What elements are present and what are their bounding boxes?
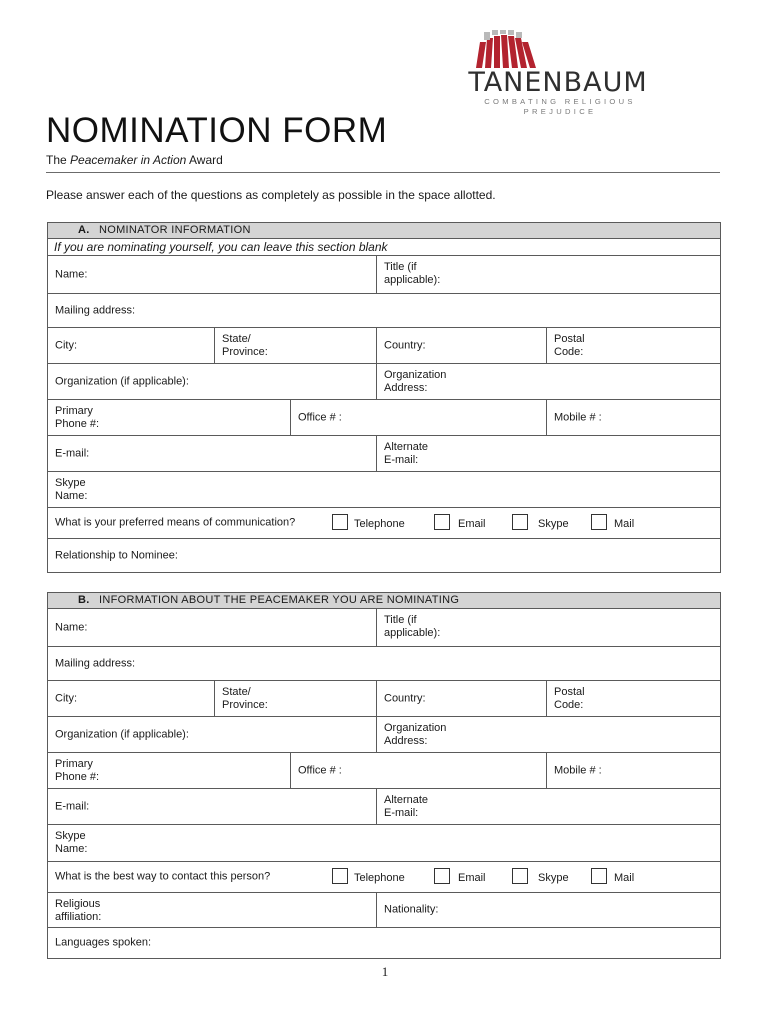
state-label: State/ Province: (222, 686, 268, 711)
nominee-city-field[interactable] (48, 681, 214, 716)
nominator-name-row (48, 256, 720, 294)
languages-label: Languages spoken: (55, 936, 152, 949)
telephone-label: Telephone (354, 872, 405, 884)
nominator-org-field[interactable] (48, 364, 376, 399)
nominee-state-field[interactable] (214, 681, 376, 716)
nominator-postal-field[interactable] (546, 328, 720, 363)
nominee-skype-row (48, 825, 720, 862)
country-label: Country: (384, 692, 426, 704)
nominator-city-row (48, 328, 720, 364)
nominator-title-field[interactable] (376, 256, 720, 293)
nominee-email-row (48, 789, 720, 825)
nominee-name-field[interactable] (48, 609, 376, 646)
nominee-skype-field[interactable] (48, 825, 720, 861)
mailing-label: Mailing address: (55, 657, 136, 669)
nominator-country-field[interactable] (376, 328, 546, 363)
nominee-org-address-field[interactable] (376, 717, 720, 752)
nominator-city-field[interactable] (48, 328, 214, 363)
office-label: Office # : (298, 411, 342, 423)
nominator-skype-row (48, 472, 720, 508)
phone-label: Primary Phone #: (55, 405, 100, 430)
skype-checkbox[interactable] (512, 514, 528, 530)
nominator-phone-field[interactable] (48, 400, 290, 435)
skype-label: Skype Name: (55, 830, 88, 855)
email-label: E-mail: (55, 800, 90, 812)
nominee-mobile-field[interactable] (546, 753, 720, 788)
nominator-org-row (48, 364, 720, 400)
mailing-label: Mailing address: (55, 304, 136, 316)
tanenbaum-logo (458, 30, 658, 116)
subtitle-suffix: Award (188, 153, 223, 167)
name-label: Name: (55, 621, 88, 633)
nominee-title-field[interactable] (376, 609, 720, 646)
religion-label: Religious affiliation: (55, 898, 102, 923)
page-number: 1 (381, 964, 389, 979)
name-label: Name: (55, 268, 88, 280)
nominee-mailing-row (48, 647, 720, 681)
email-checkbox[interactable] (434, 868, 450, 884)
mobile-label: Mobile # : (554, 764, 602, 776)
title-divider (46, 172, 720, 173)
state-label: State/ Province: (222, 333, 268, 358)
page-subtitle (46, 153, 223, 167)
nominee-phone-field[interactable] (48, 753, 290, 788)
nationality-label: Nationality: (384, 903, 439, 916)
section-b-header (48, 593, 720, 609)
alt-email-label: Alternate E-mail: (384, 794, 429, 819)
section-a-letter: A. (78, 224, 90, 236)
mobile-label: Mobile # : (554, 411, 602, 423)
nominee-languages-row (48, 928, 720, 958)
mail-option-label: Mail (614, 872, 635, 884)
country-label: Country: (384, 339, 426, 351)
nominator-name-field[interactable] (48, 256, 376, 293)
nominator-mailing-field[interactable] (48, 294, 720, 327)
mail-checkbox[interactable] (591, 868, 607, 884)
city-label: City: (55, 692, 77, 704)
communication-question: What is the best way to contact this person? (55, 870, 271, 883)
nominator-email-field[interactable] (48, 436, 376, 471)
nominator-phone-row (48, 400, 720, 436)
nominee-mailing-field[interactable] (48, 647, 720, 680)
nominee-communication-row (48, 862, 720, 893)
nominator-mobile-field[interactable] (546, 400, 720, 435)
mail-checkbox[interactable] (591, 514, 607, 530)
section-a-note: If you are nominating yourself, you can leave this section blank (48, 239, 720, 256)
phone-label: Primary Phone #: (55, 758, 100, 783)
page-title: NOMINATION FORM (46, 111, 388, 150)
alt-email-label: Alternate E-mail: (384, 441, 429, 466)
relationship-label: Relationship to Nominee: (55, 549, 178, 561)
section-peacemaker (47, 592, 721, 959)
relationship-field[interactable] (48, 539, 720, 572)
nationality-field[interactable] (376, 893, 720, 927)
nominator-office-field[interactable] (290, 400, 546, 435)
mail-option-label: Mail (614, 518, 635, 530)
religion-field[interactable] (48, 893, 376, 927)
email-label: E-mail: (55, 447, 90, 459)
org-address-label: Organization Address: (384, 369, 447, 394)
subtitle-award: Peacemaker in Action (70, 153, 187, 167)
nominator-skype-field[interactable] (48, 472, 720, 507)
org-label: Organization (if applicable): (55, 375, 189, 387)
nominee-phone-row (48, 753, 720, 789)
org-label: Organization (if applicable): (55, 728, 189, 740)
nominee-org-row (48, 717, 720, 753)
section-a-heading: NOMINATOR INFORMATION (98, 224, 251, 236)
nominator-email-row (48, 436, 720, 472)
postal-label: Postal Code: (554, 686, 585, 711)
skype-checkbox[interactable] (512, 868, 528, 884)
office-label: Office # : (298, 764, 342, 776)
email-option-label: Email (458, 518, 486, 530)
nominee-name-row (48, 609, 720, 647)
nominator-mailing-row (48, 294, 720, 328)
nominee-city-row (48, 681, 720, 717)
nominee-alt-email-field[interactable] (376, 789, 720, 824)
logo-wordmark: TANENBAUM (468, 67, 648, 98)
nominee-religion-row (48, 893, 720, 928)
telephone-checkbox[interactable] (332, 868, 348, 884)
section-b-letter: B. (78, 594, 90, 606)
nominee-email-field[interactable] (48, 789, 376, 824)
nominator-relationship-row (48, 539, 720, 572)
subtitle-prefix: The (46, 153, 67, 167)
nominator-communication-row (48, 508, 720, 539)
nominator-org-address-field[interactable] (376, 364, 720, 399)
title-label: Title (if applicable): (384, 614, 441, 639)
intro-text: Please answer each of the questions as completely as possible in the space allotted. (46, 188, 496, 202)
email-checkbox[interactable] (434, 514, 450, 530)
languages-field[interactable] (48, 928, 720, 958)
nominee-office-field[interactable] (290, 753, 546, 788)
nominee-org-field[interactable] (48, 717, 376, 752)
skype-option-label: Skype (538, 518, 569, 530)
city-label: City: (55, 339, 77, 351)
skype-label: Skype Name: (55, 477, 88, 502)
section-a-header (48, 223, 720, 239)
communication-question: What is your preferred means of communication? (55, 516, 296, 529)
org-address-label: Organization Address: (384, 722, 447, 747)
section-nominator (47, 222, 721, 573)
logo-tagline: COMBATING RELIGIOUS PREJUDICE (484, 97, 636, 116)
telephone-checkbox[interactable] (332, 514, 348, 530)
logo-mark-icon (458, 30, 658, 70)
nominator-alt-email-field[interactable] (376, 436, 720, 471)
nominee-country-field[interactable] (376, 681, 546, 716)
section-b-heading: INFORMATION ABOUT THE PEACEMAKER YOU ARE NOMINATING (98, 594, 460, 606)
skype-option-label: Skype (538, 872, 569, 884)
postal-label: Postal Code: (554, 333, 585, 358)
nominator-state-field[interactable] (214, 328, 376, 363)
telephone-label: Telephone (354, 518, 405, 530)
nominee-postal-field[interactable] (546, 681, 720, 716)
title-label: Title (if applicable): (384, 261, 441, 286)
email-option-label: Email (458, 872, 486, 884)
